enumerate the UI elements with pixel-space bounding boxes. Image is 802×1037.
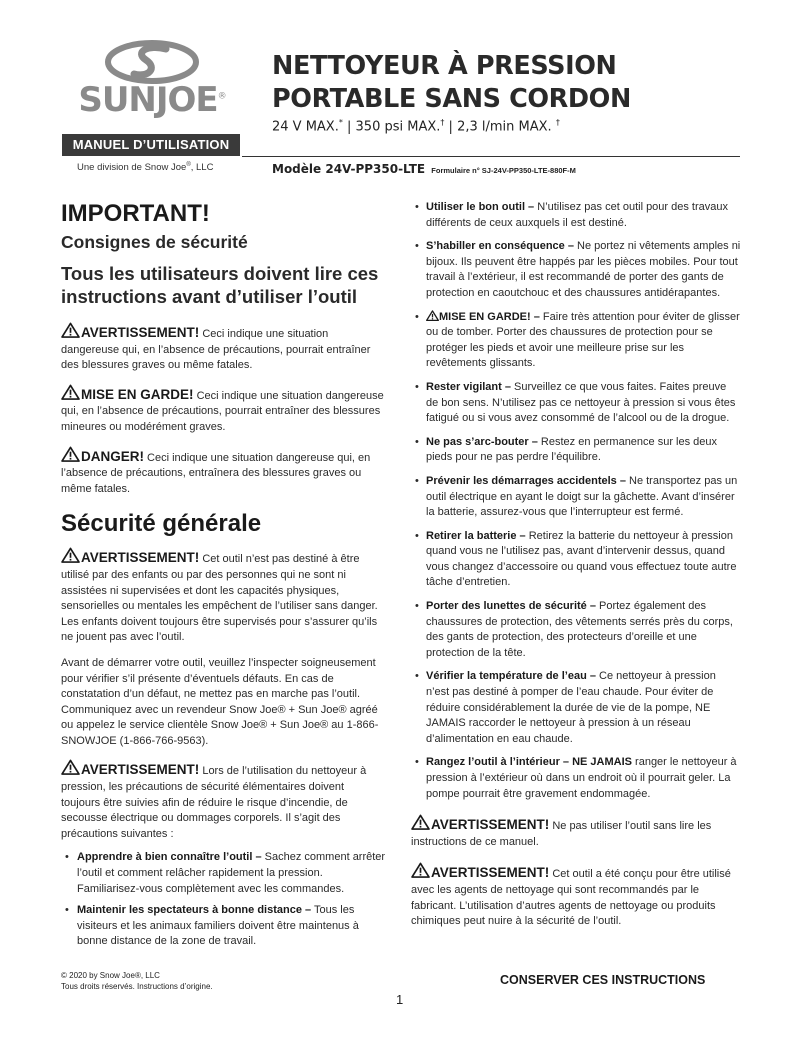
sunjoe-logo (66, 40, 238, 120)
list-item: • Porter des lunettes de sécurité – Portez également des chaussures de protection, des vêtements serrés près du corps, des gants de protection, des protecteurs d’oreille et une protection de la tête. (415, 600, 733, 659)
manual-label: MANUEL D’UTILISATION (62, 134, 240, 156)
list-item: • Rester vigilant – Surveillez ce que vous faites. Faites preuve de bon sens. N’utilisez pas ce nettoyeur à pression si vous êtes fatigué ou si vous avez consommé de l’alcool ou de la drogue. (415, 380, 736, 425)
list-item: • Vérifier la température de l’eau – Ce nettoyeur à pression n’est pas destiné à pomper de l’eau chaude. Pour éviter de réduire considérablement la durée de vie de la pompe, NE JAMAIS raccorder le nettoyeur à pression à un réseau d’alimentation en eau chaude. (415, 670, 716, 745)
read-manual-warning: AVERTISSEMENT! Ne pas utiliser l’outil sans lire les instructions de ce manuel. (411, 814, 741, 850)
model-line (272, 162, 576, 176)
warning-triangle-icon (411, 814, 430, 830)
brand-name: SUNJOE® (78, 80, 226, 120)
warning-triangle-icon (61, 446, 80, 462)
form-number: Formulaire n° SJ-24V-PP350-LTE-880F-M (431, 166, 576, 175)
left-column (61, 200, 386, 956)
list-item: • Ne pas s’arc-bouter – Restez en permanence sur les deux pieds pour ne pas perdre l’équilibre. (415, 435, 718, 464)
left-bullet-list (61, 850, 386, 950)
warning-triangle-icon (61, 547, 80, 563)
warning-triangle-icon (411, 862, 430, 878)
division-text: Une division de Snow Joe®, LLC (77, 162, 214, 174)
specs-line: 24 V MAX.* | 350 psi MAX.† | 2,3 l/min MAX. † (272, 118, 560, 135)
list-item: • Utiliser le bon outil – N’utilisez pas cet outil pour des travaux différents de ceux auxquels il est destiné. (415, 201, 729, 229)
cleaning-agents-warning: AVERTISSEMENT! Cet outil a été conçu pour être utilisé avec les agents de nettoyage qui sont recommandés par le fabricant. L’utilisation d’autres agents de nettoyage ou produits chimiques peut nuire à la sécurité de l’outil. (411, 862, 741, 929)
read-instructions-heading: Tous les utilisateurs doivent lire ces instructions avant d’utiliser l’outil (61, 263, 379, 307)
list-item: • Prévenir les démarrages accidentels – Ne transportez pas un outil électrique en ayant le doigt sur la gâchette. Avant d’insérer la batterie, assurez-vous que l’interrupteur est fermé. (415, 474, 738, 519)
children-warning: AVERTISSEMENT! Cet outil n’est pas destiné à être utilisé par des enfants ou par des personnes qui ne sont ni assistées ni supervisées et dont les capacités physiques, sensorielles ou mentales les empêchent de l’utiliser sans danger. Les enfants doivent toujours être supervisés pour s’assurer qu’ils ne jouent pas avec l’outil. (61, 547, 386, 646)
model-number: Modèle 24V-PP350-LTE (272, 162, 426, 176)
warning-triangle-icon (61, 384, 80, 400)
list-item: • Retirer la batterie – Retirez la batterie du nettoyeur à pression quand vous ne l’utilisez pas, avant d’intervenir dessus, quand vous changez d’accessoire ou quand vous effectuez toute autre tâche d’entretien. (415, 529, 737, 589)
warning-definition: AVERTISSEMENT! Ceci indique une situation dangereuse qui, en l’absence de précautions, pourrait entraîner des blessures graves ou même fatales. (61, 322, 386, 374)
list-item: • MISE EN GARDE! – Faire très attention pour éviter de glisser ou de tomber. Porter des chaussures de protection pour se protéger les pieds et avoir une meilleure prise sur les revêtements glissants. (415, 310, 740, 370)
safety-instructions-heading: Consignes de sécurité (61, 232, 248, 252)
warning-triangle-icon (426, 310, 439, 321)
list-item: • S’habiller en conséquence – Ne portez ni vêtements amples ni bijoux. Ils peuvent être happés par les pièces mobiles. Pour tout travail à l’extérieur, il est recommandé de porter des gants de protection en caoutchouc et des chaussures antidérapantes. (415, 240, 741, 299)
right-bullet-list (411, 200, 741, 802)
warning-triangle-icon (61, 759, 80, 775)
general-safety-heading: Sécurité générale (61, 510, 262, 538)
keep-instructions: CONSERVER CES INSTRUCTIONS (500, 973, 706, 987)
important-heading: IMPORTANT! (61, 200, 210, 227)
sunjoe-swoosh-icon (104, 40, 200, 84)
page-number: 1 (396, 992, 404, 1007)
basic-precautions-warning: AVERTISSEMENT! Lors de l’utilisation du nettoyeur à pression, les précautions de sécurité élémentaires doivent toujours être suivies afin de réduire le risque d’incendie, de secousse électrique ou dommages corporels. Il s’agit des précautions suivantes : (61, 759, 386, 842)
list-item: • Maintenir les spectateurs à bonne distance – Tous les visiteurs et les animaux familiers doivent être maintenus à bonne distance de la zone de travail. (65, 904, 359, 948)
right-column (411, 200, 741, 930)
caution-definition: MISE EN GARDE! Ceci indique une situation dangereuse qui, en l’absence de précautions, pourrait entraîner des blessures mineures ou modérément graves. (61, 384, 386, 436)
warning-triangle-icon (61, 322, 80, 338)
inspection-paragraph: Avant de démarrer votre outil, veuillez l’inspecter soigneusement pour vérifier s’il présente d’éventuels défauts. En cas de constatation d’un défaut, ne mettez pas en marche pas l’outil. Communiquez avec un revendeur Snow Joe® + Sun Joe® agréé ou appelez le service clientèle Snow Joe® + Sun Joe® au 1-866-SNOWJOE (1-866-766-9563). (61, 656, 379, 747)
header-divider (242, 156, 740, 157)
copyright: © 2020 by Snow Joe®, LLC Tous droits réservés. Instructions d’origine. (61, 971, 213, 991)
danger-definition: DANGER! Ceci indique une situation dangereuse qui, en l’absence de précautions, entraînera des blessures graves ou même fatales. (61, 446, 386, 498)
page-title: NETTOYEUR À PRESSION PORTABLE SANS CORDON (272, 51, 631, 114)
list-item: • Rangez l’outil à l’intérieur – NE JAMAIS ranger le nettoyeur à pression à l’extérieur où dans un endroit où il pourrait geler. La pompe pourrait être gravement endommagée. (415, 756, 737, 800)
list-item: • Apprendre à bien connaître l’outil – Sachez comment arrêter l’outil et comment relâcher rapidement la pression. Familiarisez-vous complètement avec les commandes. (65, 851, 386, 895)
